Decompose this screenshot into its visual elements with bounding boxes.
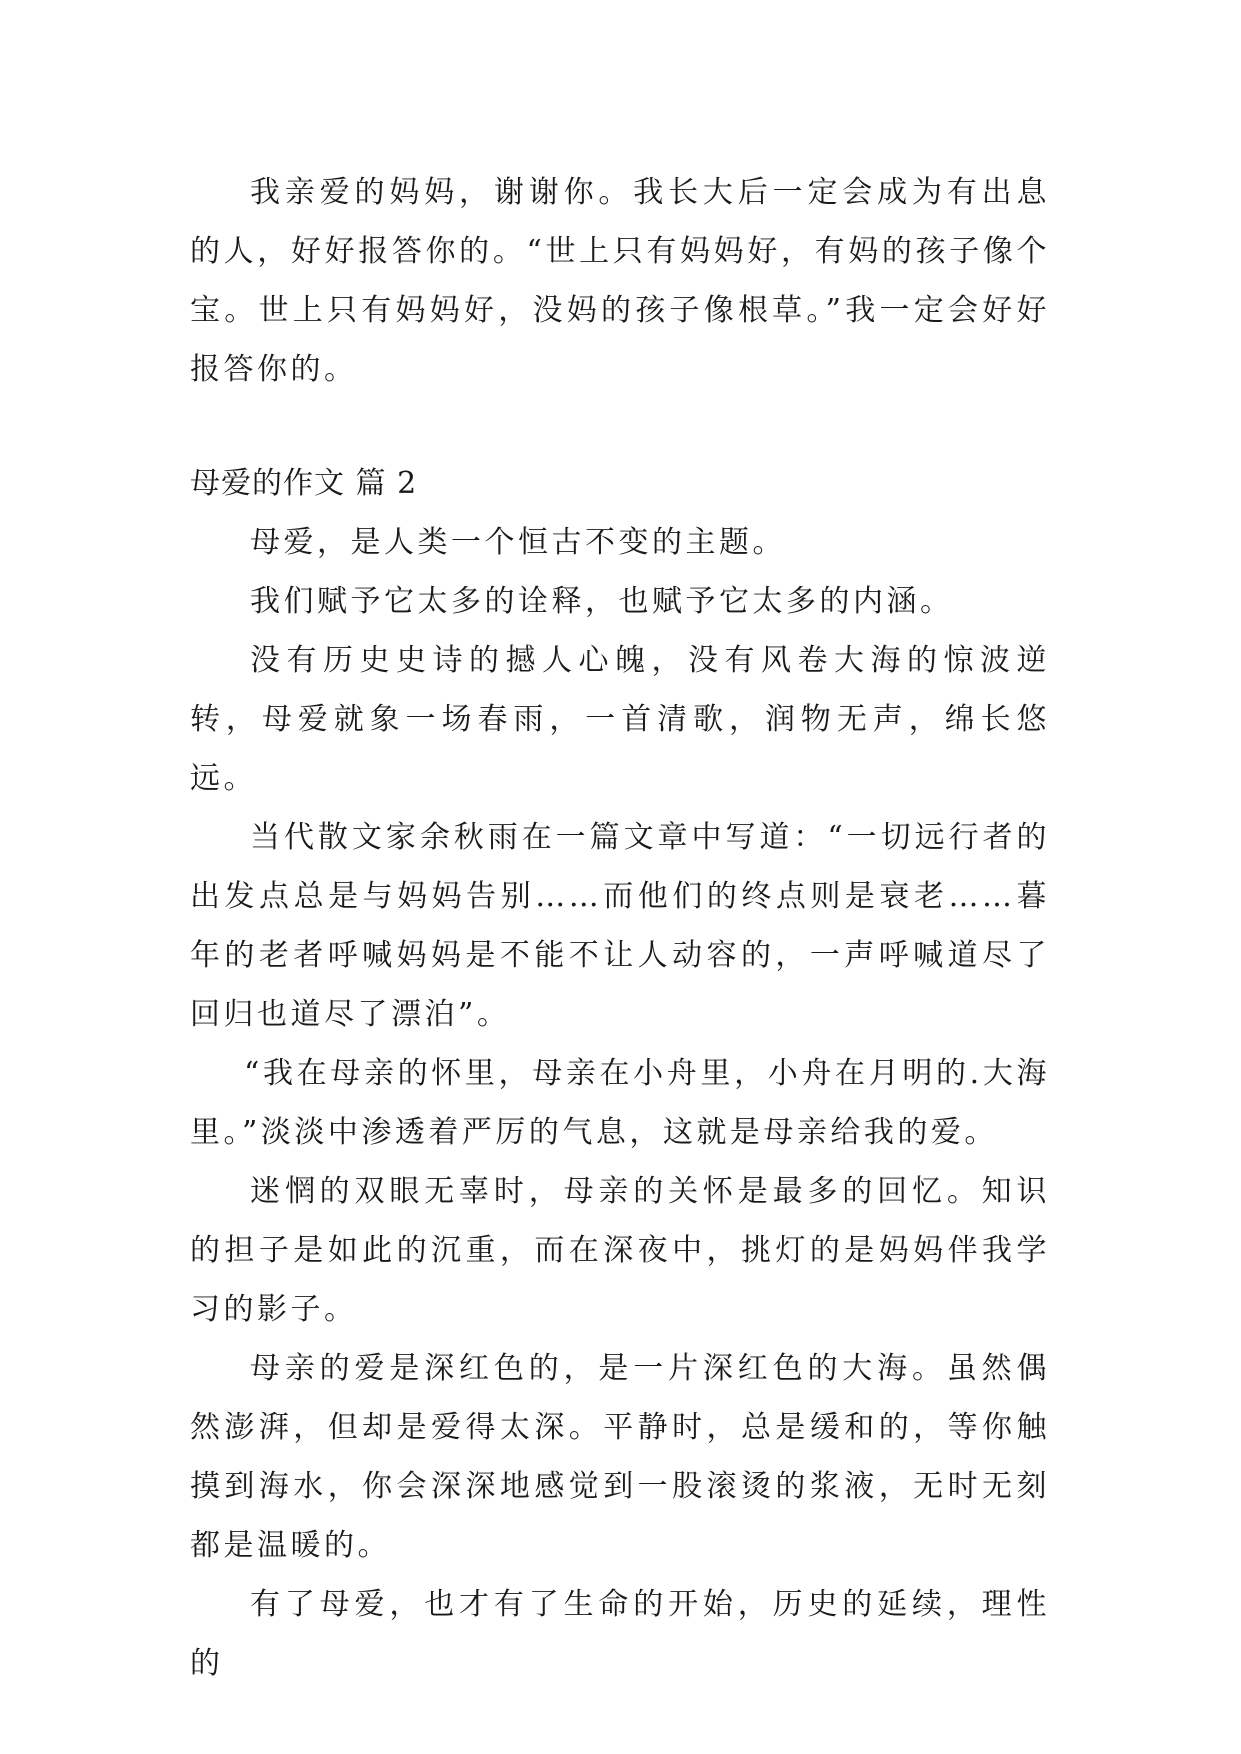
essay-section — [190, 454, 1050, 1693]
paragraph: 我们赋予它太多的诠释，也赋予它太多的内涵。 — [250, 584, 954, 619]
paragraph: 没有历史史诗的撼人心魄，没有风卷大海的惊波逆转，母爱就象一场春雨，一首清歌，润物无声，绵长悠远。 — [190, 643, 1050, 796]
paragraph: 母亲的爱是深红色的，是一片深红色的大海。虽然偶然澎湃，但却是爱得太深。平静时，总是缓和的，等你触摸到海水，你会深深地感觉到一股滚烫的浆液，无时无刻都是温暖的。 — [190, 1351, 1050, 1563]
intro-block — [190, 163, 1050, 399]
section-title: 母爱的作文 篇 2 — [190, 466, 418, 501]
paragraph: 有了母爱，也才有了生命的开始，历史的延续，理性的 — [190, 1587, 1050, 1681]
paragraph: 迷惘的双眼无辜时，母亲的关怀是最多的回忆。知识的担子是如此的沉重，而在深夜中，挑灯的是妈妈伴我学习的影子。 — [190, 1174, 1050, 1327]
paragraph: 母爱，是人类一个恒古不变的主题。 — [250, 525, 786, 560]
paragraph: “我在母亲的怀里，母亲在小舟里，小舟在月明的.大海里。”淡淡中渗透着严厉的气息，这就是母亲给我的爱。 — [190, 1056, 1050, 1150]
intro-paragraph: 我亲爱的妈妈，谢谢你。我长大后一定会成为有出息的人，好好报答你的。“世上只有妈妈好，有妈的孩子像个宝。世上只有妈妈好，没妈的孩子像根草。”我一定会好好报答你的。 — [190, 175, 1050, 387]
paragraph: 当代散文家余秋雨在一篇文章中写道：“一切远行者的出发点总是与妈妈告别……而他们的终点则是衰老……暮年的老者呼喊妈妈是不能不让人动容的，一声呼喊道尽了回归也道尽了漂泊”。 — [190, 820, 1050, 1032]
